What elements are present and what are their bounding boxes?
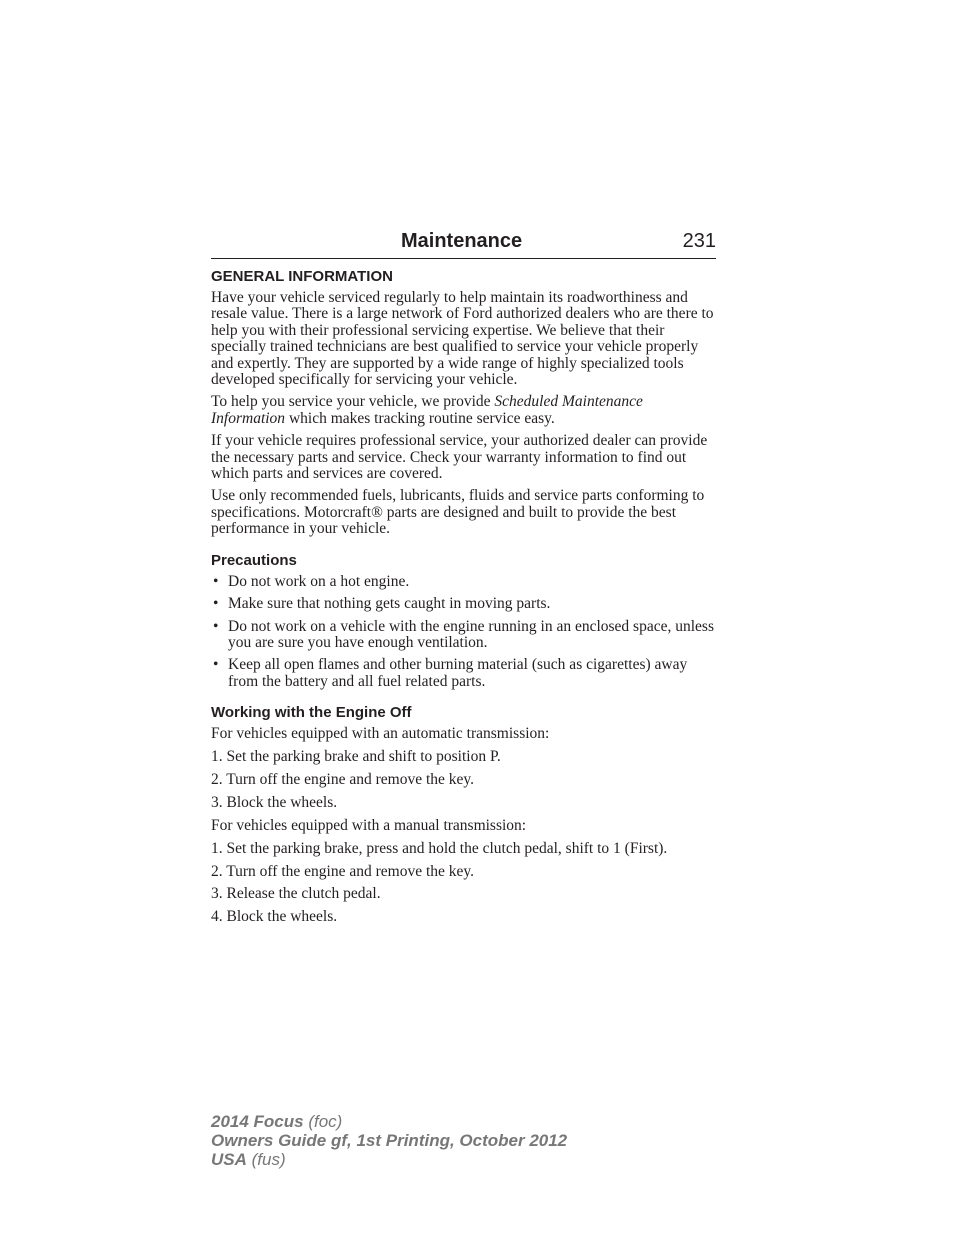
p2-text-after: which makes tracking routine service easy. — [285, 409, 555, 427]
list-item: • Do not work on a vehicle with the engine running in an enclosed space, unless you are sure you have enough ventilation. — [213, 617, 714, 651]
p2-text-before: To help you service your vehicle, we provide — [211, 393, 495, 411]
footer-line-1: 2014 Focus (foc) — [211, 1112, 343, 1131]
precautions-heading: Precautions — [211, 551, 297, 569]
bullet-mark: • — [213, 572, 219, 590]
manual-step-1: 1. Set the parking brake, press and hold the clutch pedal, shift to 1 (First). — [211, 839, 668, 857]
automatic-step-3: 3. Block the wheels. — [211, 793, 338, 811]
manual-step-2: 2. Turn off the engine and remove the key. — [211, 862, 475, 880]
list-item: • Do not work on a hot engine. — [213, 572, 410, 590]
footer-line-2: Owners Guide gf, 1st Printing, October 2012 — [211, 1131, 568, 1150]
precautions-list — [211, 574, 716, 690]
manual-step-4: 4. Block the wheels. — [211, 908, 338, 926]
engine-off-heading: Working with the Engine Off — [211, 704, 412, 722]
automatic-step-1: 1. Set the parking brake and shift to position P. — [211, 748, 501, 766]
footer-line-3: USA (fus) — [211, 1150, 286, 1169]
general-paragraph-1: Have your vehicle serviced regularly to help maintain its roadworthiness and resale value. There is a large network of Ford authorized dealers who are there to help you with their professional servicing expertise. We believe that their specially trained technicians are best qualified to service your vehicle properly and expertly. They are supported by a wide range of highly specialized tools developed specifically for servicing your vehicle. — [211, 289, 714, 389]
bullet-mark: • — [213, 617, 219, 635]
list-item: • Keep all open flames and other burning material (such as cigarettes) away from the battery and all fuel related parts. — [213, 656, 688, 690]
page-content — [211, 228, 716, 932]
section-title: Maintenance — [401, 230, 523, 252]
automatic-intro: For vehicles equipped with an automatic transmission: — [211, 725, 550, 743]
bullet-mark: • — [213, 656, 219, 674]
manual-intro: For vehicles equipped with a manual transmission: — [211, 816, 527, 834]
general-information-heading: GENERAL INFORMATION — [211, 268, 393, 285]
list-item: • Make sure that nothing gets caught in moving parts. — [213, 595, 551, 613]
general-paragraph-4: Use only recommended fuels, lubricants, fluids and service parts conforming to specifications. Motorcraft® parts are designed and built to provide the best performance in your vehicle. — [211, 487, 705, 538]
bullet-mark: • — [213, 595, 219, 613]
general-paragraph-2 — [211, 394, 716, 427]
page-header — [211, 228, 716, 259]
page-number: 231 — [682, 230, 716, 252]
manual-step-3: 3. Release the clutch pedal. — [211, 885, 381, 903]
document-footer — [211, 1112, 567, 1169]
automatic-step-2: 2. Turn off the engine and remove the key. — [211, 770, 475, 788]
p2-italic-title: Scheduled Maintenance Information — [211, 393, 643, 427]
general-paragraph-3: If your vehicle requires professional service, your authorized dealer can provide the necessary parts and service. Check your warranty information to find out which parts and services are covered. — [211, 432, 708, 483]
